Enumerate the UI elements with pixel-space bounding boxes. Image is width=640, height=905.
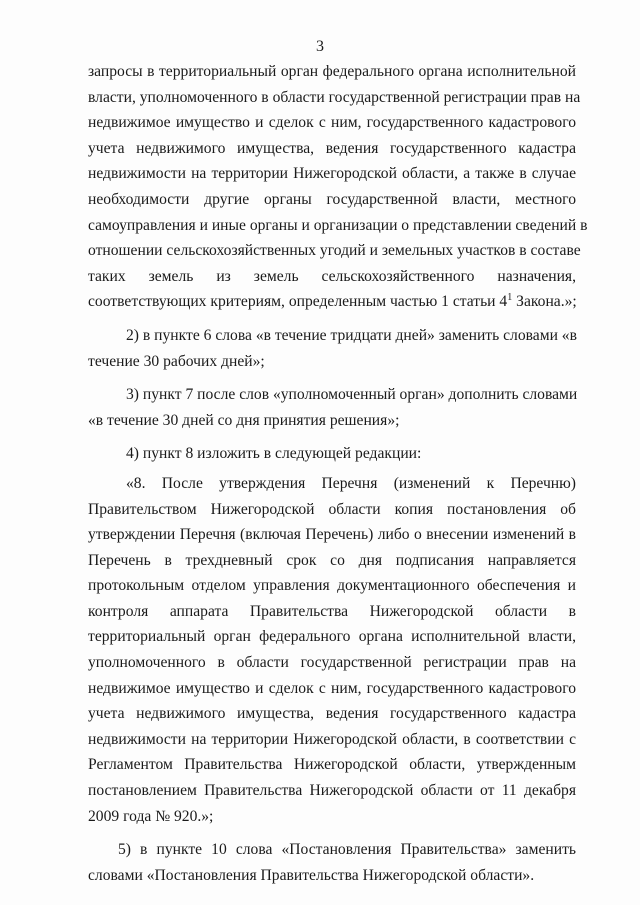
text-line: 4) пункт 8 изложить в следующей редакции: xyxy=(126,445,422,463)
text-line: запросы в территориальный орган федерального органа исполнительной xyxy=(88,63,576,80)
text-line: 3) пункт 7 после слов «уполномоченный орган» дополнить словами xyxy=(126,386,578,404)
text-line: 2) в пункте 6 слова «в течение тридцати дней» заменить словами «в xyxy=(126,326,577,344)
text-fragment: Закона.»; xyxy=(512,293,577,311)
amendment-item-2 xyxy=(88,323,576,374)
text-line: протокольным отделом управления документационного обеспечения и xyxy=(88,577,576,595)
text-line: Правительством Нижегородской области копия постановления об xyxy=(88,500,576,518)
text-line: уполномоченного в области государственной регистрации прав на xyxy=(88,654,576,672)
text-line: недвижимости на территории Нижегородской области, в соответствии с xyxy=(88,730,576,748)
text-line: недвижимости на территории Нижегородской области, а также в случае xyxy=(88,165,576,183)
text-line: власти, уполномоченного в области государственной регистрации прав на xyxy=(88,88,581,106)
text-line: отношении сельскохозяйственных угодий и земельных участков в составе xyxy=(88,242,581,260)
quoted-point-8 xyxy=(88,471,576,829)
text-fragment: соответствующих критериям, определенным частью 1 статьи 4 xyxy=(88,293,508,311)
text-line: учета недвижимого имущества, ведения государственного кадастра xyxy=(88,139,576,157)
text-line: необходимости другие органы государственной власти, местного xyxy=(88,190,576,208)
text-line: недвижимое имущество и сделок с ним, государственного кадастрового xyxy=(88,114,576,132)
amendment-item-3 xyxy=(88,382,576,433)
text-line: «8. После утверждения Перечня (изменений к Перечню) xyxy=(126,474,576,492)
text-line: словами «Постановления Правительства Нижегородской области». xyxy=(88,866,535,884)
text-line: территориальный орган федерального органа исполнительной власти, xyxy=(88,628,576,646)
paragraph-continuation xyxy=(88,59,588,315)
superscript: 1 xyxy=(507,292,513,304)
text-line: таких земель из земель сельскохозяйственного назначения, xyxy=(88,267,576,285)
text-line: 2009 года № 920.»; xyxy=(88,807,214,825)
text-line: недвижимое имущество и сделок с ним, государственного кадастрового xyxy=(88,679,576,697)
text-line: самоуправления и иные органы и организации о представлении сведений в xyxy=(88,216,588,234)
amendment-item-5 xyxy=(88,837,576,888)
text-line: Перечень в трехдневный срок со дня подписания направляется xyxy=(88,551,576,569)
text-line xyxy=(88,289,576,315)
page-number: 3 xyxy=(316,38,324,55)
text-line: контроля аппарата Правительства Нижегородской области в xyxy=(88,602,576,620)
text-line: течение 30 рабочих дней»; xyxy=(88,352,265,370)
document-body xyxy=(88,59,588,888)
text-line: постановлением Правительства Нижегородской области от 11 декабря xyxy=(88,782,576,800)
text-line: «в течение 30 дней со дня принятия решения»; xyxy=(88,411,400,429)
text-line: учета недвижимого имущества, ведения государственного кадастра xyxy=(88,705,576,723)
text-line: 5) в пункте 10 слова «Постановления Правительства» заменить xyxy=(118,841,576,859)
amendment-item-4 xyxy=(88,441,576,467)
text-line: Регламентом Правительства Нижегородской области, утвержденным xyxy=(88,756,576,774)
text-line: утверждении Перечня (включая Перечень) либо о внесении изменений в xyxy=(88,526,576,544)
